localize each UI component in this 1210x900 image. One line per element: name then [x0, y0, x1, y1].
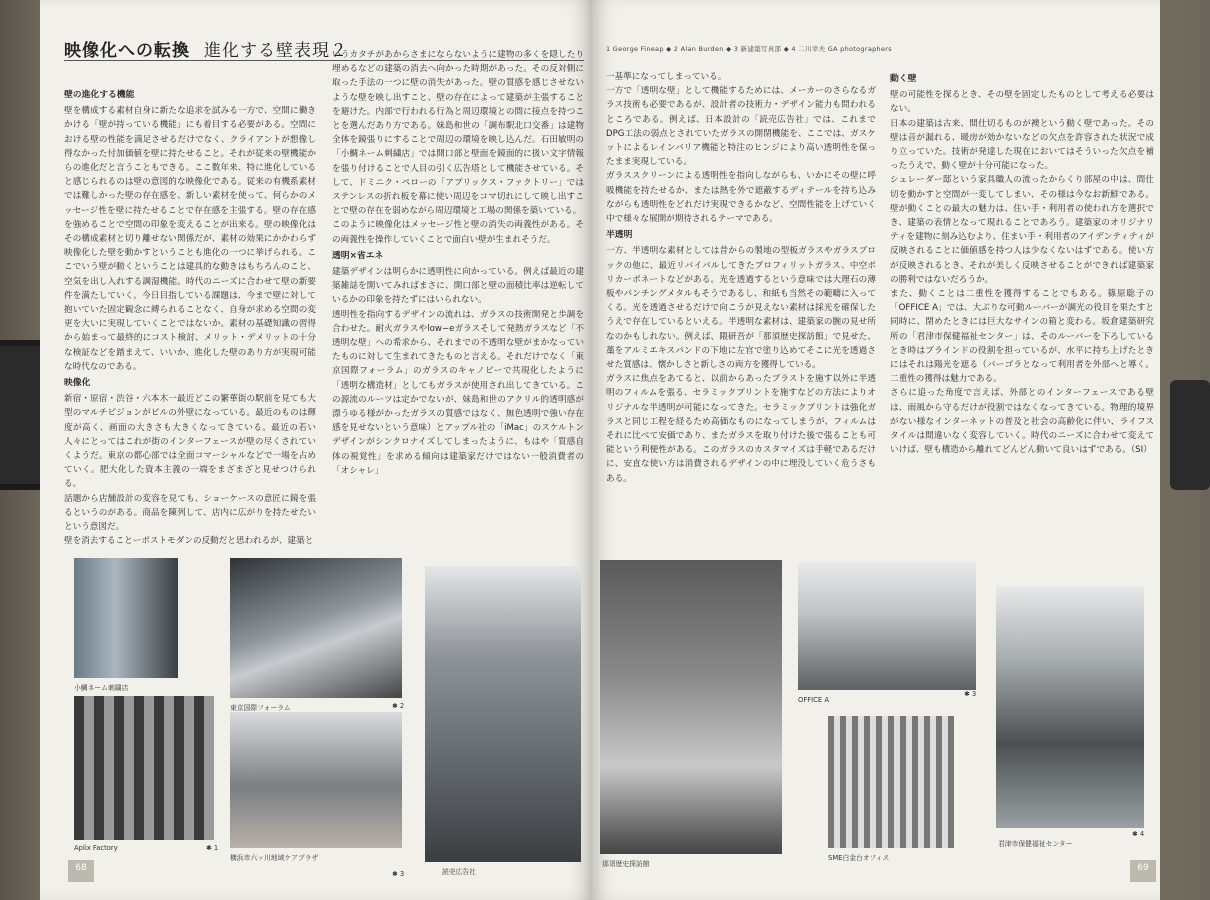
section-heading: 映像化 [64, 378, 91, 389]
photo-number-2: ✱ 2 [392, 702, 405, 710]
caption-photo-r3: SME白金台オフィス [828, 854, 890, 862]
photo-yomiuri-kokokusha [425, 566, 581, 862]
body-paragraph: 壁を構成する素材自身に新たな追求を試みる一方で、空間に働きかける「壁が持っている機能」にも着目する必要がある。空間における壁の性能を満足させるだけでなく、クライアントが想像し得なかった付加価値を壁に持たせること。それが従来の壁機能からの進化だと言うこともできる。ここ数年来、特に進化していると感じられるのは壁の意図的な映像化である。従来の有機系素材では難しかった壁の存在感を、新しい素材を使って、何らかのメッセージ性を壁に持たせることで存在感を主張する。壁の存在感を強めることで空間の印象を変えることが出来る。壁の映像化はその構成素材と切り離せない関係だが、素材の効果にかかわらず映像化した壁を動かすということも進化の一つに挙げられる。ここでいう壁が動くということは建具的な動きはもちろんのこと、空気を出し入れする調湿機能。時代のニーズに合わせて壁の新要件を満たしていく。今日目指している課題は、今まで壁に対して抱いていた固定観念に縛られることなく、自身が求める空間の変更を大いに実現していくことではないか。素材の基礎知識の習得から始まって最終的にコスト検討、メリット・デメリットの十分な検証などを踏まえて、いいか、進化した壁のあり方が実現可能な時代なのである。 [64, 106, 316, 372]
photo-nasu-history-museum [600, 560, 782, 854]
left-column-1 [64, 86, 316, 547]
body-paragraph: 一方、半透明な素材としては昔からの製地の型板ガラスやガラスブロックの他に、最近リバイバルしてきたプロフィリットガラス、中空ポリカーボネートなどがある。光を透過するという意味では大理石の薄板やパンチングメタルもそうであるし、和紙も当然その範疇に入ってくる。光を透過させるだけで向こうが見えない素材は採光を確保したうえで存在しているといえる。半透明な素材は、建築家の腕の見せ所なのかもしれない。例えば、隈研吾が「那須歴史探訪館」で見せた、藁をアルミエキスパンドの下地に左官で塗り込めてそこに光を透過させた質感は、懐かしさと新しさの両方を獲得している。 ガラスに焦点をあてると、以前からあったブラストを施す以外に半透明のフィルムを張る、セラミックプリントを施すなどの方法によりオリジナルな半透明が可能になってきた。セラミックプリントは強化ガラスと同じ工程を経るため高価なものになってしまうが、フィルムはそれに比べて安価であり、またガラスを取り付けた後で張ることも可能という利便性がある。このガラスのカスタマイズは手軽であるだけに、安直な使い方は消費されるデザインの中に埋没していく危うさもある。 [606, 246, 876, 484]
photo-number-3: ✱ 3 [392, 870, 405, 878]
photo-sme-shirokanedai-office [828, 716, 954, 848]
page-number-left: 68 [68, 860, 94, 882]
left-column-2 [332, 48, 584, 538]
photo-tokyo-forum [230, 558, 402, 698]
caption-photo-4: 横浜市六ッ川地域ケアプラザ [230, 854, 319, 862]
section-heading: 壁の進化する機能 [64, 90, 135, 100]
caption-photo-r1: 那須歴史探訪館 [602, 860, 650, 868]
caption-photo-r4: 君津市保健福祉センター [998, 840, 1073, 848]
photo-kobuna-shop [74, 558, 178, 678]
photo-number-r3: ✱ 3 [964, 690, 977, 698]
body-paragraph: 建築デザインは明らかに透明性に向かっている。例えば最近の建築雑誌を開いてみればまさに、開口部と壁の面積比率は逆転しているかの印象を持たずにはいられない。 透明性を指向するデザインの流れは、ガラスの技術開発と歩調を合わせた。耐火ガラスやlow−eガラスそして発熱ガラスなど「不透明な壁」への希求から、それまでの不透明な壁がまかなっていたものに対して生まれてきたものと言える。それだけでなく「東京国際フォーラム」のガラスのキャノピーで共現化したように「透明な構造材」としてもガラスが使用され出してきている。この源流のルーツは定かでないが、妹島和世のアクリル的透明感が漂うゆる様がかったガラスの質感ではなく、無色透明で強い存在感を見せないという意味）とアップル社の「iMac」のスケルトンデザインがシンクロナイズしてしまったように、もはや「質感自体の視覚性」を求める傾向は建築家だけではない一般消費者の「オシャレ」 [332, 267, 584, 476]
photo-yokohama-care-plaza [230, 712, 402, 848]
page-title [64, 36, 348, 61]
caption-photo-1: 小鯛ネーム刺繍店 [74, 684, 129, 692]
title-sub: 進化する壁表現２ [204, 41, 348, 61]
right-page [592, 0, 1160, 900]
body-paragraph: いうカタチがあからさまにならないように建物の多くを隠したり埋めるなどの建築の消去へ向かった時期があった。その反対側に取った手法の一つに壁の消失があった。壁の質感を感じさせないような壁を映し出すこと、壁の存在によって建築が主張することを避けた。内部で行われる行為と周辺環境との間に接点を持つことを選んだあり方である。妹島和世の「調布駅北口交番」は建物全体を鏡張りにすることで周辺の環境を映し込んだ。石田敏明の「小鯛ネーム刺繍店」では開口部と壁面を鏡面的に扱い文字情報を張り付けることで人目の引く広告塔として機能させている。そして、ドミニク・ペローの「アプリックス・ファクトリー」ではステンレスの折れ板を幕に使い周辺をコマ切れにして映し出すことで壁の存在を弱めながら周辺環境と工場の関係を築いている。 このように映像化はメッセージ性と壁の消失の両義性がある。その両義性を操作していくことで面白い壁が生まれそうだ。 [332, 50, 584, 245]
photo-credits: 1 George Fineap ◆ 2 Alan Burden ◆ 3 新建築写真部 ◆ 4 二川幸夫 GA photographers [606, 45, 892, 53]
left-page [40, 0, 592, 900]
body-paragraph: 一基準になってしまっている。 一方で「透明な壁」として機能するためには、メーカーのさらなるガラス技術も必要であるが、設計者の技術力・デザイン能力も問われるところである。例えば、日本設計の「読売広告社」では、これまでDPG工法の弱点とされていたガラスの開閉機能を、ここでは、ガスケットによるレインバリア機能と特注のヒンジにより高い透明性を保ったまま実現している。 ガラススクリーンによる透明性を指向しながらも、いかにその壁に呼吸機能を持たせるか、または熱を外で遮蔽するディテールを持ち込みながらも透明性をどれだけ実現できるかなど、空間性能を上げていく中で様々な展開が期待されるテーマである。 [606, 72, 876, 225]
section-heading: 透明×省エネ [332, 250, 384, 261]
right-column-2 [890, 70, 1154, 510]
caption-photo-3: Aplix Factory [74, 844, 118, 852]
photo-office-a [798, 562, 976, 690]
caption-photo-5: 読売広告社 [442, 868, 476, 876]
caption-photo-r2: OFFICE A [798, 696, 830, 704]
page-number-right: 69 [1130, 860, 1156, 882]
body-paragraph: 壁の可能性を探るとき、その壁を固定したものとして考える必要はない。 日本の建築は古来、間仕切るものが襖という動く壁であった。その壁は音が漏れる、暖房が効かないなどの欠点を許容された状況で成り立っていた。技術が発達した現在においてはそういった欠点を補ったうえで、動く壁が十分可能になった。 シュレーダー邸という家具職人の流ったからくり部屋の中は、間仕切を動かすと空間が一変してしまい、その様は今なお新鮮である。壁が動くことの最大の魅力は、住い手・利用者の使われ方を選択でき、建築の表情となって現れることであろう。建築家のオリジナリティを建物に刻み込むより、住まい手・利用者のアイデンティティが反映されることに価値感を持つ人は少なくないはずである。使い方が反映されるとき、それが美しく反映させることができれば建築家の勝利ではないだろうか。 また、動くことは二重性を獲得することでもある。篠原聡子の「OFFICE A」では、大ぶりな可動ルーバーが調光の役目を果たすと同時に、閉めたときには巨大なサインの箱と変わる。坂倉建築研究所の「君津市保健福祉センター」は、そのルーバーを下ろしているとき時はブラインドの役割を担っているが、水平に持ち上げたときにはそれは陽光を遮る（バーゴラとなって利用者を外部へと導く。二重性の獲得は魅力である。 さらに追った角度で言えば、外部とのインターフェースである壁は、雨風から守るだけが役割ではなくなってきている。物理的境界がない様なインターネットの普及と社会の高齢化に伴い、ライフスタイルは間違いなく変容していく。時代のニーズに合わせて変えていけば、壁も構造から離れてどんどん動いて良いはずである。（SI） [890, 90, 1154, 456]
body-paragraph: 新宿・原宿・渋谷・六本木一最近どこの繁華街の駅前を見ても大型のマルチビジョンがビルの外壁になっている。最近のものは輝度が高く、画面の大きさも大きくなってきている。最近の若い人々にとってはこれが街のインターフェースが壁の尽くされていくようだ。東京の都心部では全面コマーシャルなどで一場を占めていく。肥大化した資本主義の一端をまざまざと見せつけられる。 話題から店舗設計の変容を見ても、ショーケースの意匠に鏡を張るというのがある。商品を陳列して、店内に広がりを持たせたいという意図だ。 壁を消去することーポストモダンの反動だと思われるが、建築と [64, 394, 316, 547]
section-heading: 動く壁 [890, 74, 917, 84]
photo-kimitsu-health-center [996, 586, 1144, 828]
photo-number-r4: ✱ 4 [1132, 830, 1145, 838]
title-main: 映像化への転換 [64, 41, 190, 61]
section-heading: 半透明 [606, 230, 633, 241]
right-column-1 [606, 70, 876, 540]
book-weight-right [1170, 380, 1210, 490]
caption-photo-2: 東京国際フォーラム [230, 704, 291, 712]
photo-number-1: ✱ 1 [206, 844, 219, 852]
photo-aplix-factory [74, 696, 214, 840]
